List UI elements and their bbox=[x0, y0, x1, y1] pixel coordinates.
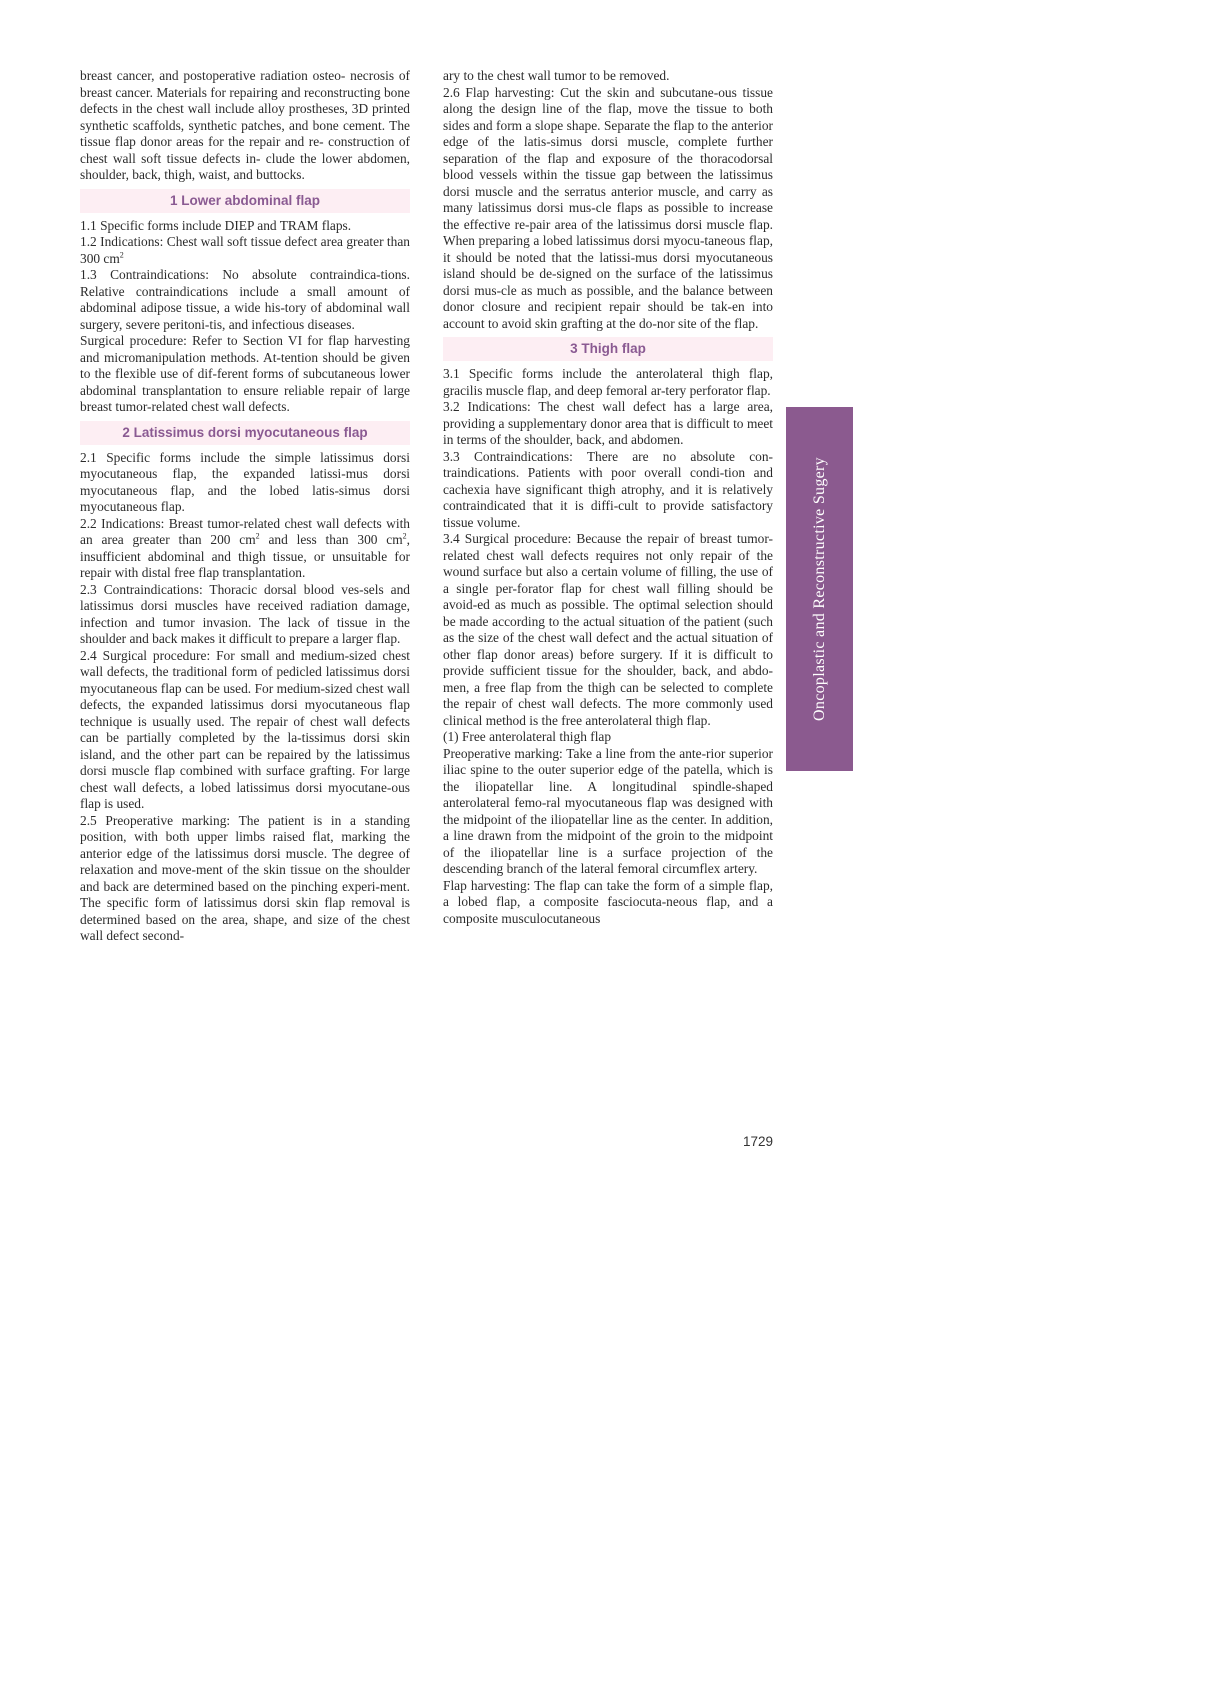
section-heading-thigh-flap: 3 Thigh flap bbox=[443, 337, 773, 361]
superscript-2: 2 bbox=[119, 250, 124, 260]
intro-line: construction of chest wall soft tissue defects in- bbox=[80, 134, 411, 166]
paragraph-preoperative-marking: Preoperative marking: Take a line from the ante-rior superior iliac spine to the outer superior edge of the patella, which is the iliopatellar line. A longitudinal spindle-shaped anterolateral femo-ral myocutaneous flap was designed with the midpoint of the iliopatellar line as the center. In addition, a line drawn from the midpoint of the groin to the midpoint of the iliopatellar line is a surface projection of the descending branch of the lateral femoral circumflex artery. bbox=[443, 745, 773, 876]
paragraph-3-3: 3.3 Contraindications: There are no absolute con-traindications. Patients with poor overall condi-tion and cachexia have significant thigh atrophy, and it is relatively contraindicated that it is diffi-cult to provide satisfactory tissue volume. bbox=[443, 448, 773, 530]
paragraph-3-1: 3.1 Specific forms include the anterolateral thigh flap, gracilis muscle flap, and deep femoral ar-tery perforator flap. bbox=[443, 366, 773, 398]
paragraph-2-4: 2.4 Surgical procedure: For small and medium-sized chest wall defects, the traditional form of pedicled latissimus dorsi myocutaneous flap can be used. For medium-sized chest wall defects, the expanded latissimus dorsi myocutaneous flap technique is usually used. The repair of chest wall defects can be partially completed by the la-tissimus dorsi skin island, and the other part can be repaired by the latissimus dorsi muscle flap combined with surface grafting. For large chest wall defects, a lobed latissimus dorsi myocutane-ous flap is used. bbox=[80, 647, 410, 811]
paragraph-2-3: 2.3 Contraindications: Thoracic dorsal blood ves-sels and latissimus dorsi muscles have received radiation damage, infection and tumor invasion. The lack of tissue in the shoulder and back makes it difficult to prepare a larger flap. bbox=[80, 581, 410, 646]
section-heading-latissimus-dorsi-flap: 2 Latissimus dorsi myocutaneous flap bbox=[80, 421, 410, 445]
intro-line: waist, and buttocks. bbox=[198, 167, 305, 182]
paragraph-surgical-procedure-1: Surgical procedure: Refer to Section VI for flap harvesting and micromanipulation methods. At-tention should be given to the flexible use of dif-ferent forms of subcutaneous lower abdominal transplantation to ensure reliable repair of large breast tumor-related chest wall defects. bbox=[80, 333, 410, 414]
paragraph-flap-harvesting: Flap harvesting: The flap can take the form of a simple flap, a lobed flap, a composite fasciocuta-neous flap, and a composite musculocutaneous bbox=[443, 877, 773, 926]
paragraph-2-2 bbox=[80, 516, 410, 582]
intro-line: scaffolds, synthetic patches, and bone cement. bbox=[132, 117, 386, 133]
paragraph-2-2-part-b: and less than 300 cm bbox=[259, 532, 403, 547]
intro-line: include alloy prostheses, 3D printed synthetic bbox=[80, 101, 410, 133]
paragraph-3-4: 3.4 Surgical procedure: Because the repair of breast tumor-related chest wall defects requires not only repair of the wound surface but also a certain volume of filling, the use of a single per-forator flap for chest wall filling should be avoid-ed as much as possible. The optimal selection should be made according to the actual situation of the patient (such as the size of the chest wall defect and the actual situation of other flap donor areas) before surgery. If it is difficult to provide sufficient tissue for the shoulder, back, and abdo-men, a free flap from the thigh can be selected to complete the repair of chest wall defects. The more commonly used clinical method is the free anterolateral thigh flap. bbox=[443, 531, 773, 728]
page-number: 1729 bbox=[742, 1134, 773, 1149]
side-tab-label: Oncoplastic and Reconstructive Sugery bbox=[810, 457, 828, 721]
paragraph-2-2-part-a: 2.2 Indications: Breast tumor-related chest wall defects with an area greater than 200 cm bbox=[80, 515, 410, 547]
paragraph-1-3: 1.3 Contraindications: No absolute contraindica-tions. Relative contraindications include a small amount of abdominal adipose tissue, a wide his-tory of abdominal wall surgery, severe peritoni-tis, and infectious diseases. bbox=[80, 267, 410, 332]
paragraph-2-2-part-c: , insufficient abdominal and thigh tissue, or unsuitable for repair with distal free flap transplantation. bbox=[80, 532, 410, 580]
left-column bbox=[80, 68, 410, 945]
intro-line: breast cancer, and postoperative radiation osteo- bbox=[80, 68, 346, 83]
paragraph-continuation: ary to the chest wall tumor to be removed. bbox=[443, 68, 670, 83]
paragraph-2-6: 2.6 Flap harvesting: Cut the skin and subcutane-ous tissue along the design line of the flap, move the tissue to both sides and form a slope shape. Separate the flap to the anterior edge of the latis-simus dorsi muscle, complete further separation of the flap and exposure of the thoracodorsal blood vessels within the tissue gap between the latissimus dorsi muscle and the serratus anterior muscle, and carry as many latissimus dorsi mus-cle flaps as possible to increase the effective re-pair area of the latissimus dorsi muscle flap. When preparing a lobed latissimus dorsi myocu-taneous flap, it should be noted that the latissi-mus dorsi myocutaneous island should be de-signed on the surface of the latissimus dorsi mus-cle as much as possible, and the balance between donor closure and recipient repair should be tak-en into account to avoid skin grafting at the do-nor site of the flap. bbox=[443, 84, 773, 331]
intro-line: clude the lower abdomen, shoulder, back, thigh, bbox=[80, 150, 410, 182]
paragraph-1-2-text: 1.2 Indications: Chest wall soft tissue defect area greater than 300 cm bbox=[80, 234, 410, 266]
paragraph-2-1: 2.1 Specific forms include the simple latissimus dorsi myocutaneous flap, the expanded latissi-mus dorsi myocutaneous flap, and the lobed latis-simus dorsi myocutaneous flap. bbox=[80, 449, 410, 514]
intro-line: The tissue flap donor areas for the repair and re- bbox=[80, 117, 410, 149]
paragraph-1-2 bbox=[80, 234, 410, 267]
section-heading-lower-abdominal-flap: 1 Lower abdominal flap bbox=[80, 189, 410, 213]
paragraph-3-2: 3.2 Indications: The chest wall defect has a large area, providing a supplementary donor area that is difficult to meet in terms of the shoulder, back, and abdomen. bbox=[443, 399, 773, 447]
paragraph-free-anterolateral-thigh-flap: (1) Free anterolateral thigh flap bbox=[443, 729, 612, 744]
side-tab bbox=[786, 407, 853, 771]
intro-line: and reconstructing bone defects in the chest wall bbox=[80, 84, 411, 116]
superscript-2: 2 bbox=[255, 531, 260, 541]
paragraph-1-1: 1.1 Specific forms include DIEP and TRAM flaps. bbox=[80, 217, 352, 233]
intro-line: necrosis of breast cancer. Materials for repairing bbox=[80, 68, 410, 100]
superscript-2: 2 bbox=[402, 531, 407, 541]
intro-paragraph bbox=[80, 68, 410, 184]
paragraph-2-5: 2.5 Preoperative marking: The patient is in a standing position, with both upper limbs raised flat, marking the anterior edge of the latissimus dorsi muscle. The degree of relaxation and move-ment of the skin tissue on the shoulder and back are determined based on the pinching experi-ment. The specific form of latissimus dorsi skin flap removal is determined based on the area, shape, and size of the chest wall defect second- bbox=[80, 812, 410, 943]
right-column bbox=[443, 68, 773, 927]
